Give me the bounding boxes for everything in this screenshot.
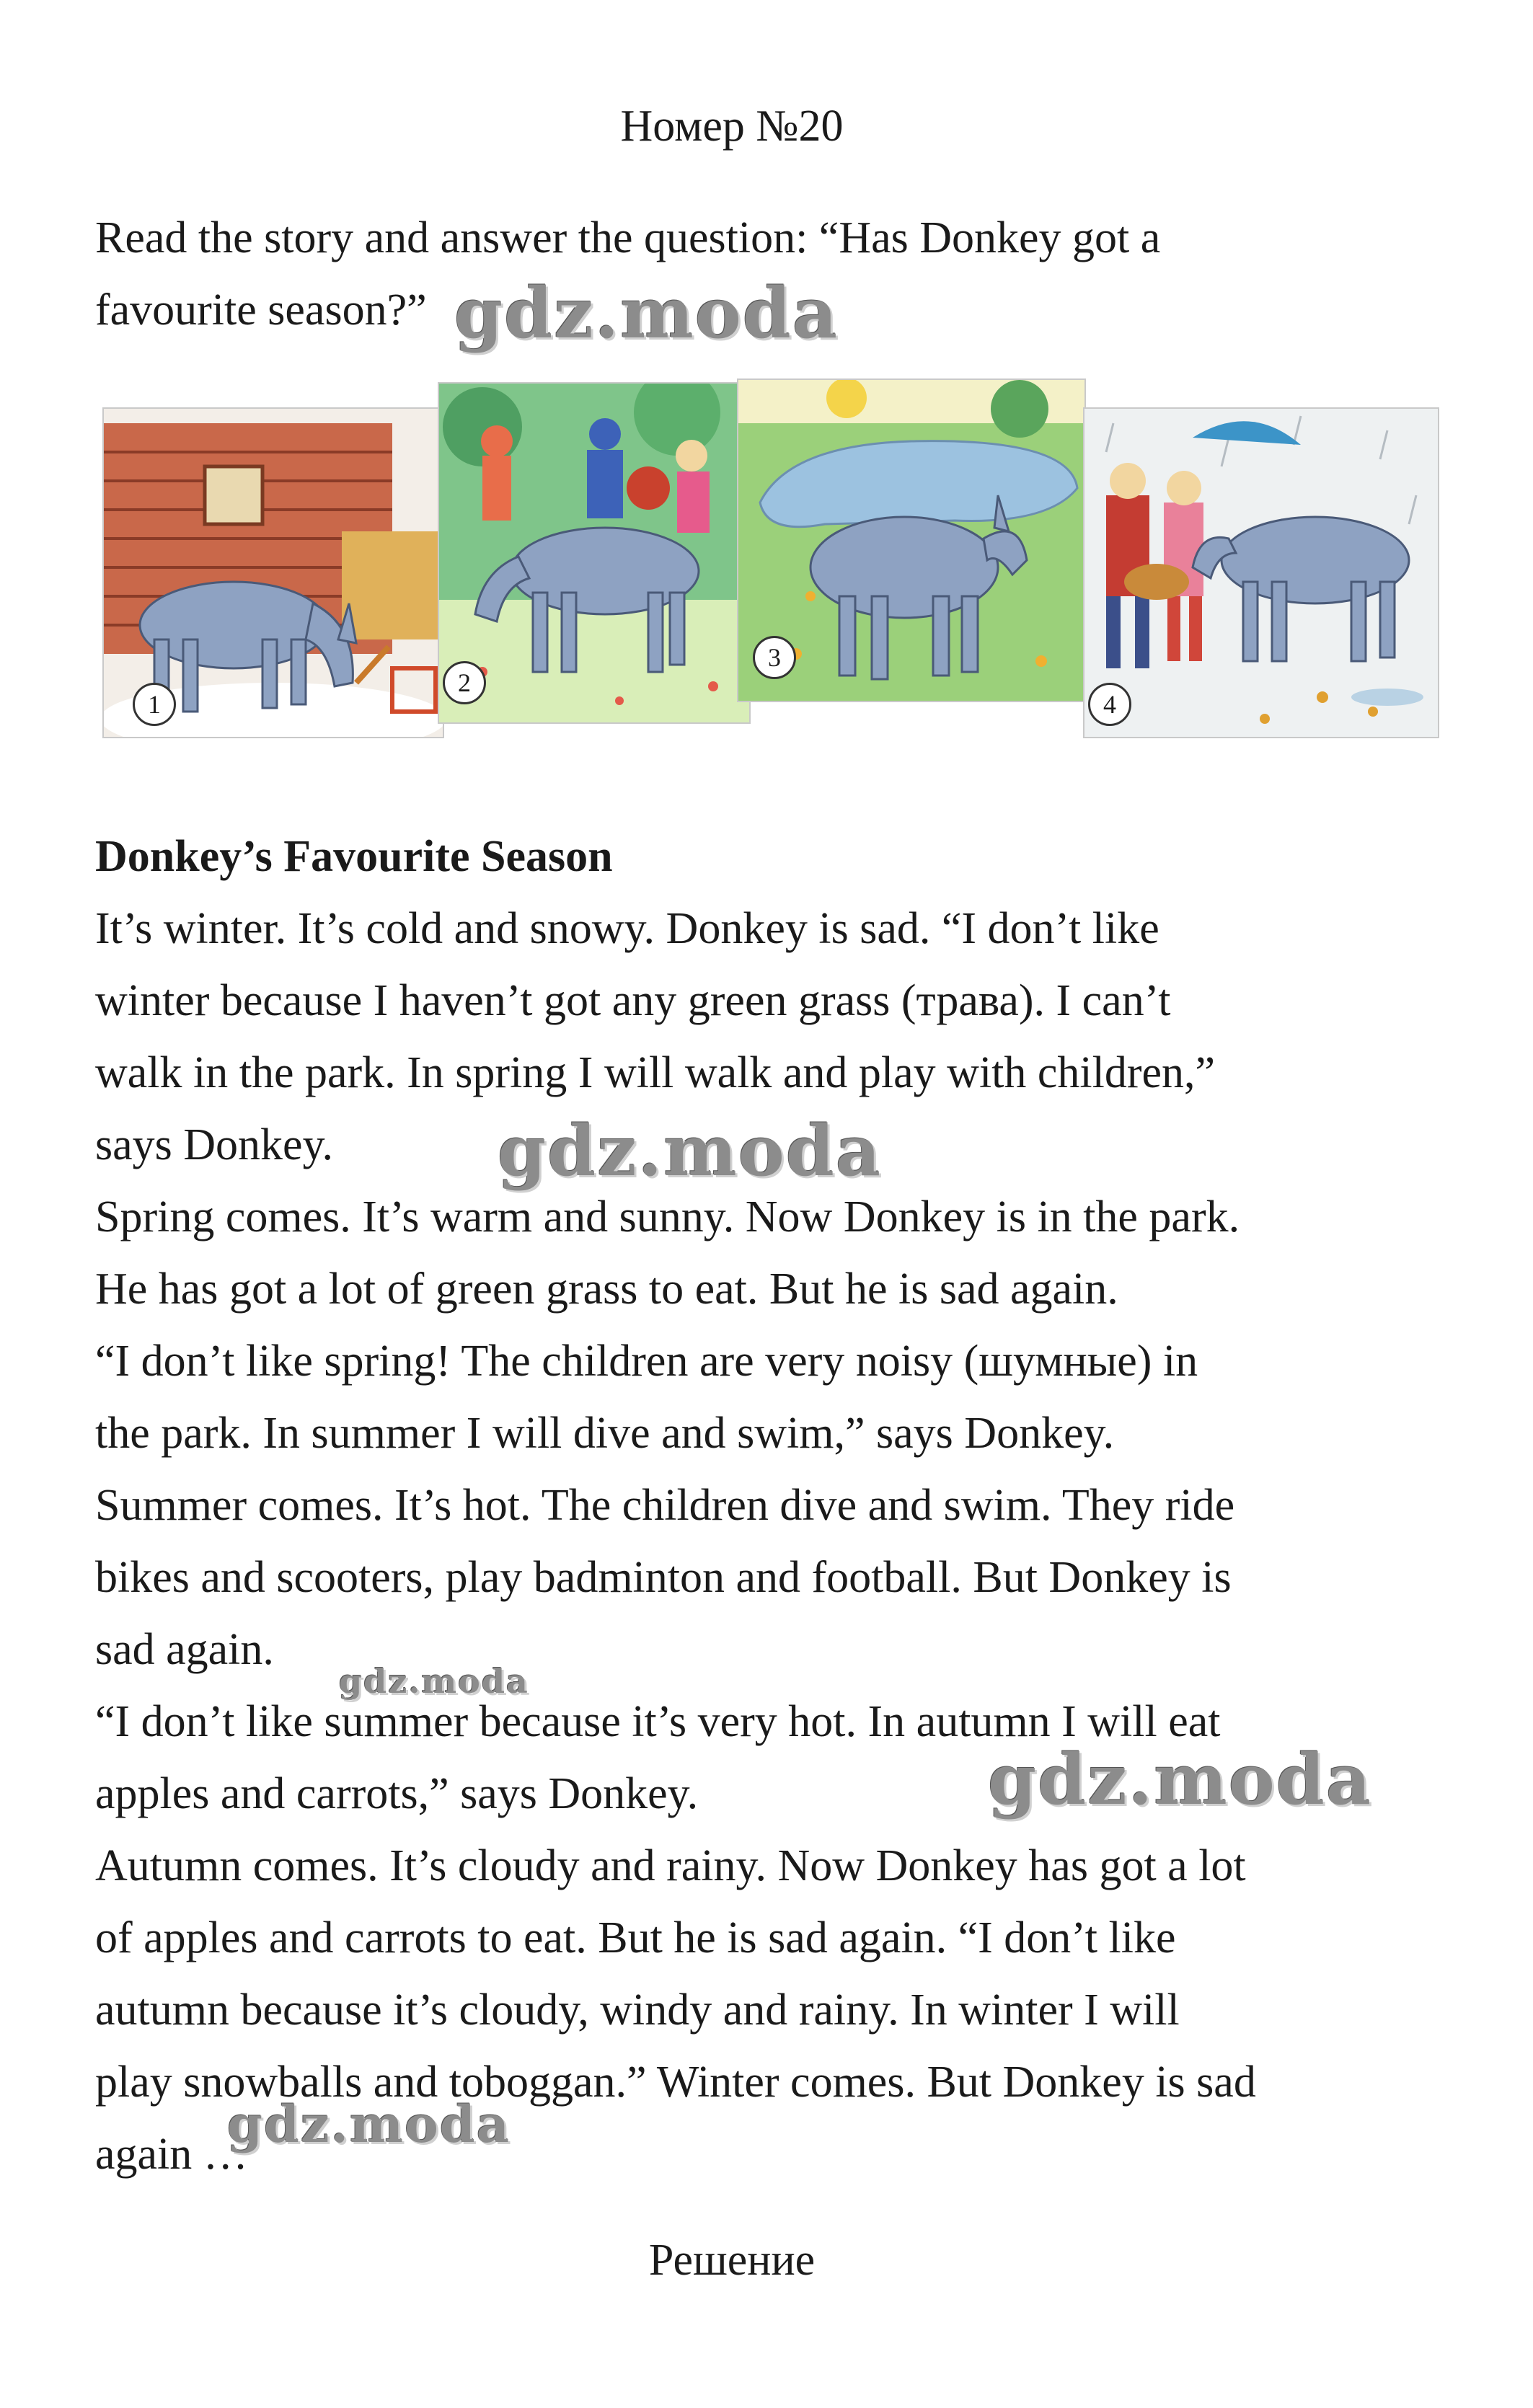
story-line: It’s winter. It’s cold and snowy. Donkey is sad. “I don’t like xyxy=(95,904,1159,953)
story-line: Summer comes. It’s hot. The children dive and swim. They ride xyxy=(95,1481,1235,1530)
watermark: gdz.moda xyxy=(339,1662,529,1701)
illustration-winter xyxy=(102,407,444,738)
story-line: the park. In summer I will dive and swim,” says Donkey. xyxy=(95,1409,1115,1458)
story-title: Donkey’s Favourite Season xyxy=(95,832,613,881)
watermark: gdz.moda xyxy=(988,1739,1373,1820)
story-line: winter because I haven’t got any green grass (трава). I can’t xyxy=(95,976,1171,1025)
exercise-number: Номер №20 xyxy=(620,102,844,151)
story-line: “I don’t like spring! The children are very noisy (шумные) in xyxy=(95,1337,1198,1386)
story-text xyxy=(95,893,1451,2190)
story-line: walk in the park. In spring I will walk and play with children,” xyxy=(95,1048,1216,1097)
story-line: “I don’t like summer because it’s very hot. In autumn I will eat xyxy=(95,1697,1221,1746)
panel-number: 1 xyxy=(133,683,176,726)
panel-number: 4 xyxy=(1088,683,1131,726)
watermark: gdz.moda xyxy=(227,2094,511,2154)
question-line: Read the story and answer the question: “Has Donkey got a xyxy=(95,213,1161,262)
story-line: sad again. xyxy=(95,1625,274,1674)
story-line: autumn because it’s cloudy, windy and rainy. In winter I will xyxy=(95,1986,1180,2035)
story-line: Autumn comes. It’s cloudy and rainy. Now Donkey has got a lot xyxy=(95,1841,1246,1890)
story-line: Spring comes. It’s warm and sunny. Now Donkey is in the park. xyxy=(95,1192,1240,1241)
story-illustrations xyxy=(95,379,1436,753)
story-line: of apples and carrots to eat. But he is sad again. “I don’t like xyxy=(95,1913,1176,1962)
question-line: favourite season?” xyxy=(95,285,427,335)
story-line: bikes and scooters, play badminton and football. But Donkey is xyxy=(95,1553,1232,1602)
story-line: He has got a lot of green grass to eat. But he is sad again. xyxy=(95,1265,1118,1314)
watermark: gdz.moda xyxy=(498,1110,883,1192)
story-line: play snowballs and toboggan.” Winter comes. But Donkey is sad xyxy=(95,2058,1256,2107)
story-line: again … xyxy=(95,2130,248,2179)
story-line: apples and carrots,” says Donkey. xyxy=(95,1769,699,1818)
solution-heading: Решение xyxy=(648,2236,816,2285)
illustration-spring xyxy=(438,382,751,724)
watermark: gdz.moda xyxy=(454,273,839,354)
illustration-autumn xyxy=(1083,407,1439,738)
illustration-summer xyxy=(737,379,1086,702)
story-line: says Donkey. xyxy=(95,1120,334,1169)
panel-number: 3 xyxy=(753,636,796,679)
panel-number: 2 xyxy=(443,661,486,704)
